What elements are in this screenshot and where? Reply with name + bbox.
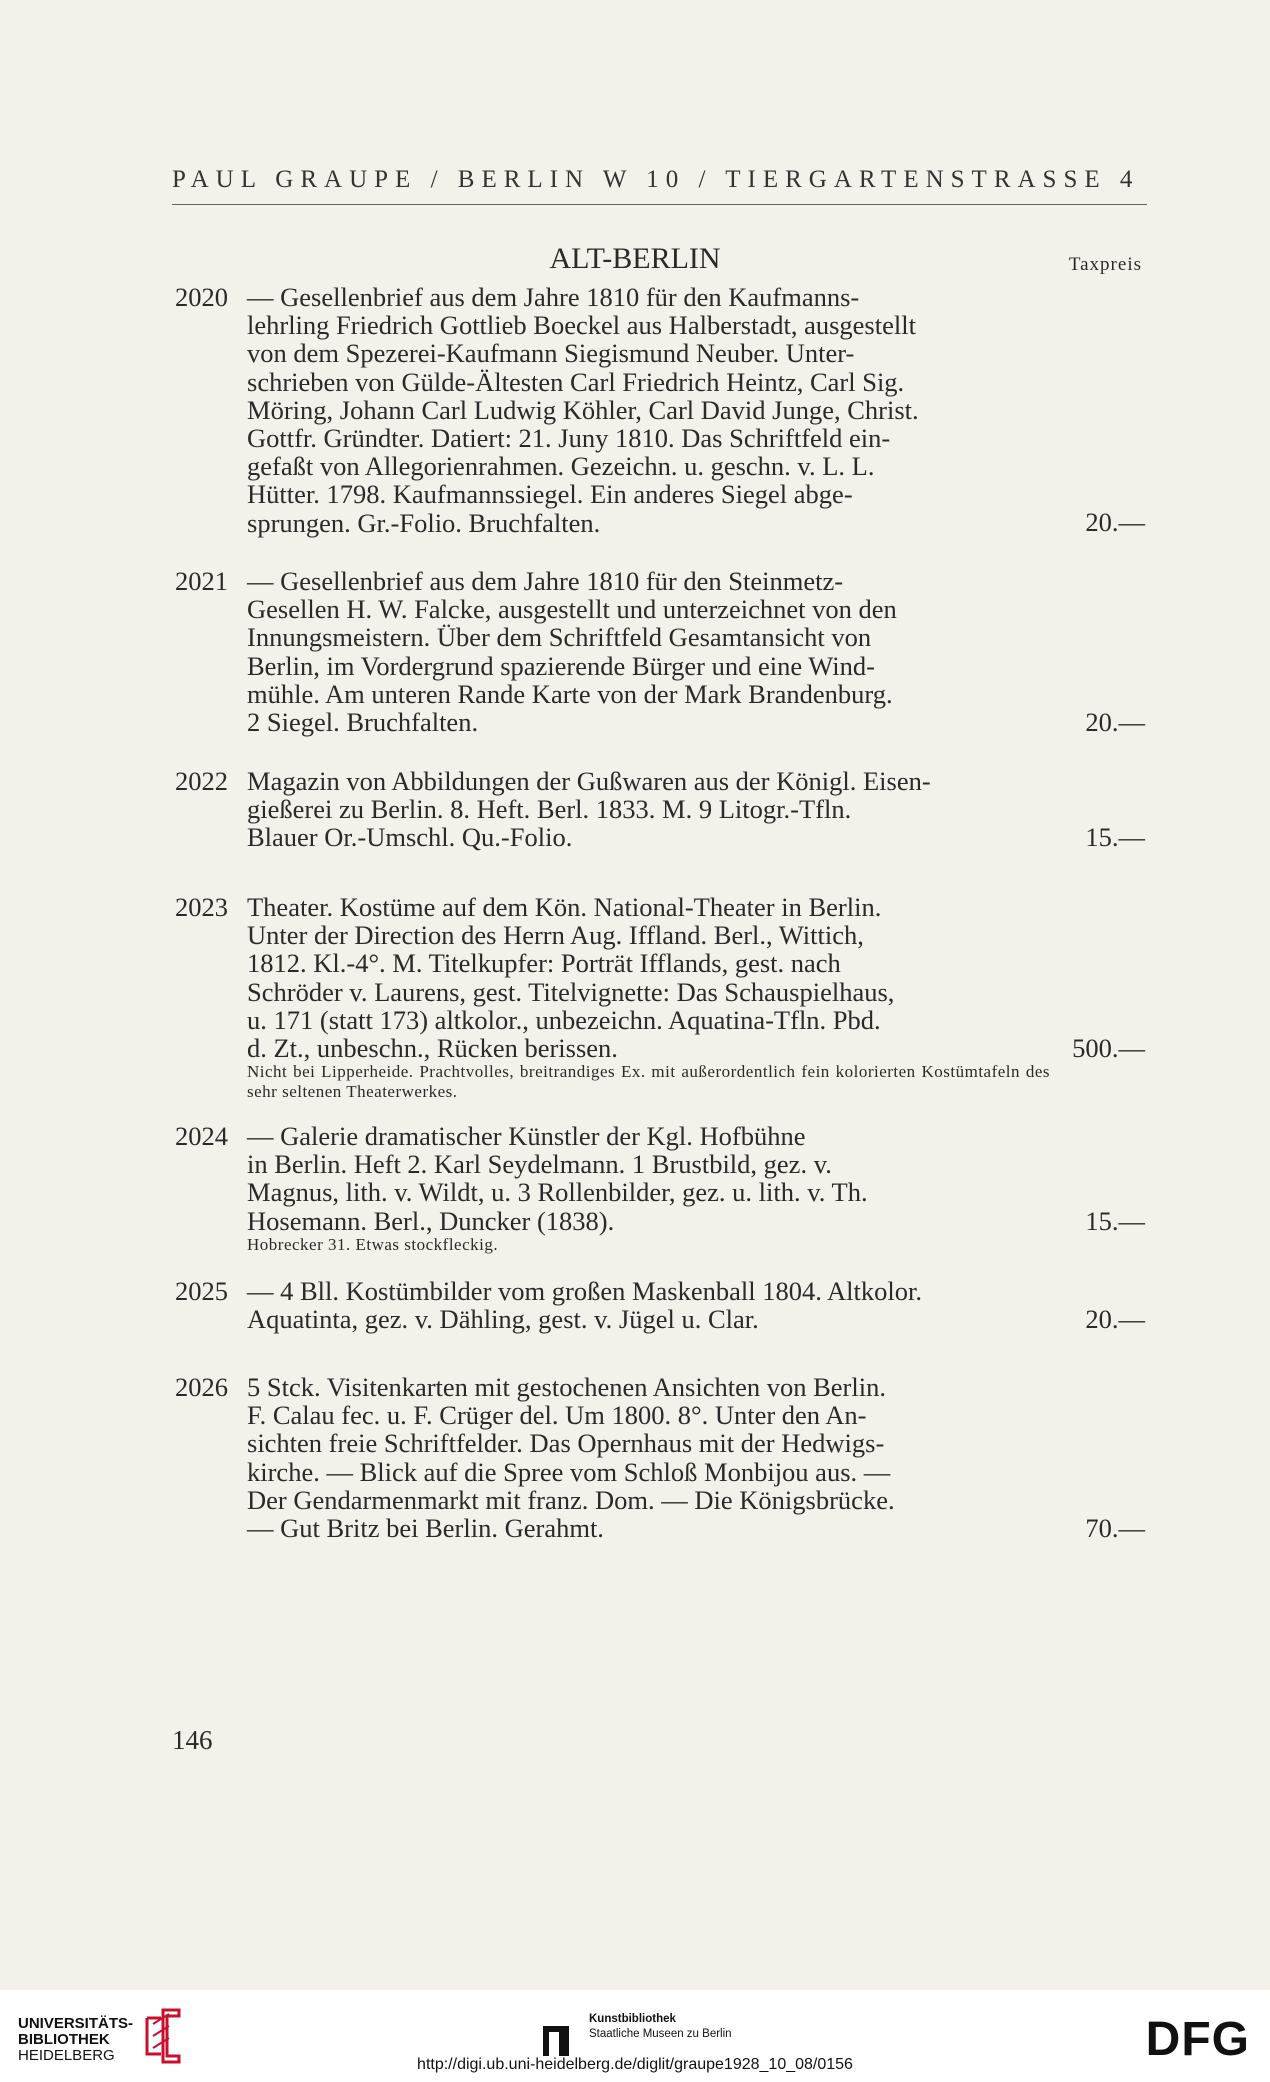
entry-line: 1812. Kl.-4°. M. Titelkupfer: Porträt Ifflands, gest. nach bbox=[247, 948, 841, 979]
entry-number: 2020 bbox=[175, 282, 228, 312]
entry-line: Unter der Direction des Herrn Aug. Iffland. Berl., Wittich, bbox=[247, 920, 864, 951]
entry-note: Hobrecker 31. Etwas stockfleckig. bbox=[247, 1234, 499, 1254]
catalog-entry-2023 bbox=[175, 893, 1145, 1102]
kunstbibliothek-subtitle: Staatliche Museen zu Berlin bbox=[589, 2028, 732, 2040]
catalog-entry-2021 bbox=[175, 567, 1145, 736]
entry-line: mühle. Am unteren Rande Karte von der Mark Brandenburg. bbox=[247, 678, 893, 709]
entry-line: Innungsmeistern. Über dem Schriftfeld Gesamtansicht von bbox=[247, 622, 872, 653]
entry-line: Berlin, im Vordergrund spazierende Bürger und eine Wind- bbox=[247, 650, 875, 681]
entry-line: 2 Siegel. Bruchfalten. bbox=[247, 707, 479, 738]
entry-line: u. 171 (statt 173) altkolor., unbezeichn. Aquatina-Tfln. Pbd. bbox=[247, 1004, 881, 1035]
entry-line: — Galerie dramatischer Künstler der Kgl. Hofbühne bbox=[247, 1121, 806, 1151]
entry-number: 2021 bbox=[175, 566, 228, 596]
catalog-entry-2024 bbox=[175, 1122, 1145, 1255]
source-url-link[interactable]: http://digi.ub.uni-heidelberg.de/diglit/graupe1928_10_08/0156 bbox=[417, 2056, 853, 2073]
entry-line: Magazin von Abbildungen der Gußwaren aus der Königl. Eisen- bbox=[247, 766, 931, 796]
entry-line: sichten freie Schriftfelder. Das Opernhaus mit der Hedwigs- bbox=[247, 1428, 885, 1459]
kunstbibliothek-logo-icon bbox=[543, 2026, 569, 2056]
catalog-entry-2025 bbox=[175, 1277, 1145, 1333]
dfg-logo: DFG bbox=[1145, 2013, 1250, 2066]
catalog-entry-2026 bbox=[175, 1373, 1145, 1542]
entry-line: Magnus, lith. v. Wildt, u. 3 Rollenbilder, gez. u. lith. v. Th. bbox=[247, 1177, 868, 1208]
entry-price: 20.— bbox=[1085, 507, 1145, 537]
entry-line: Hütter. 1798. Kaufmannssiegel. Ein anderes Siegel abge- bbox=[247, 479, 853, 510]
catalog-entry-2020 bbox=[175, 283, 1145, 537]
entry-price: 500.— bbox=[1072, 1033, 1145, 1063]
entry-line: — 4 Bll. Kostümbilder vom großen Maskenball 1804. Altkolor. bbox=[247, 1276, 922, 1306]
entry-line: — Gesellenbrief aus dem Jahre 1810 für den Steinmetz- bbox=[247, 566, 844, 596]
entry-line: Blauer Or.-Umschl. Qu.-Folio. bbox=[247, 822, 573, 853]
entry-note: Nicht bei Lipperheide. Prachtvolles, breitrandiges Ex. mit außerordentlich fein kolorierten Kostümtafeln des sehr seltenen Theaterwerkes. bbox=[247, 1062, 1050, 1102]
entry-price: 20.— bbox=[1085, 1304, 1145, 1334]
entry-line: 5 Stck. Visitenkarten mit gestochenen Ansichten von Berlin. bbox=[247, 1372, 886, 1402]
entry-line: in Berlin. Heft 2. Karl Seydelmann. 1 Brustbild, gez. v. bbox=[247, 1149, 832, 1180]
entry-line: Aquatinta, gez. v. Dähling, gest. v. Jügel u. Clar. bbox=[247, 1304, 759, 1335]
entry-line: gießerei zu Berlin. 8. Heft. Berl. 1833. M. 9 Litogr.-Tfln. bbox=[247, 794, 852, 825]
entry-number: 2023 bbox=[175, 892, 228, 922]
page-number: 146 bbox=[172, 1725, 213, 1755]
entry-line: Hosemann. Berl., Duncker (1838). bbox=[247, 1205, 615, 1236]
entry-line: F. Calau fec. u. F. Crüger del. Um 1800. 8°. Unter den An- bbox=[247, 1400, 867, 1431]
catalog-entry-2022 bbox=[175, 767, 1145, 852]
entry-line: d. Zt., unbeschn., Rücken berissen. bbox=[247, 1033, 618, 1064]
entry-line: gefaßt von Allegorienrahmen. Gezeichn. u. geschn. v. L. L. bbox=[247, 451, 875, 482]
entry-line: Theater. Kostüme auf dem Kön. National-Theater in Berlin. bbox=[247, 892, 882, 922]
header-rule bbox=[172, 204, 1147, 205]
section-title: ALT-BERLIN bbox=[549, 242, 721, 275]
price-column-label: Taxpreis bbox=[1068, 254, 1142, 275]
entry-line: Der Gendarmenmarkt mit franz. Dom. — Die Königsbrücke. bbox=[247, 1484, 895, 1515]
entry-line: — Gut Britz bei Berlin. Gerahmt. bbox=[247, 1513, 604, 1544]
entry-number: 2025 bbox=[175, 1276, 228, 1306]
entry-price: 15.— bbox=[1085, 1206, 1145, 1236]
entry-line: — Gesellenbrief aus dem Jahre 1810 für den Kaufmanns- bbox=[247, 282, 860, 312]
footer-bar bbox=[0, 1990, 1270, 2082]
entry-number: 2026 bbox=[175, 1372, 228, 1402]
running-header: PAUL GRAUPE / BERLIN W 10 / TIERGARTENSTRASSE 4 bbox=[172, 166, 1140, 193]
entry-line: lehrling Friedrich Gottlieb Boeckel aus Halberstadt, ausgestellt bbox=[247, 310, 916, 341]
entry-line: von dem Spezerei-Kaufmann Siegismund Neuber. Unter- bbox=[247, 338, 855, 369]
kunstbibliothek-title: Kunstbibliothek bbox=[589, 2013, 676, 2025]
library-line: UNIVERSITÄTS- bbox=[18, 2015, 134, 2032]
entry-line: sprungen. Gr.-Folio. Bruchfalten. bbox=[247, 507, 601, 538]
entry-line: schrieben von Gülde-Ältesten Carl Friedrich Heintz, Carl Sig. bbox=[247, 366, 905, 397]
entry-line: kirche. — Blick auf die Spree vom Schloß Monbijou aus. — bbox=[247, 1456, 891, 1487]
entry-price: 15.— bbox=[1085, 822, 1145, 852]
entry-line: Gottfr. Gründter. Datiert: 21. Juny 1810. Das Schriftfeld ein- bbox=[247, 423, 891, 454]
entry-number: 2024 bbox=[175, 1121, 228, 1151]
entry-line: Gesellen H. W. Falcke, ausgestellt und unterzeichnet von den bbox=[247, 594, 897, 625]
entry-line: Schröder v. Laurens, gest. Titelvignette: Das Schauspielhaus, bbox=[247, 976, 895, 1007]
entry-number: 2022 bbox=[175, 766, 228, 796]
entry-price: 70.— bbox=[1085, 1513, 1145, 1543]
library-line: HEIDELBERG bbox=[18, 2047, 115, 2064]
library-line: BIBLIOTHEK bbox=[18, 2031, 110, 2048]
entry-line: Möring, Johann Carl Ludwig Köhler, Carl David Junge, Christ. bbox=[247, 394, 919, 425]
entry-price: 20.— bbox=[1085, 707, 1145, 737]
